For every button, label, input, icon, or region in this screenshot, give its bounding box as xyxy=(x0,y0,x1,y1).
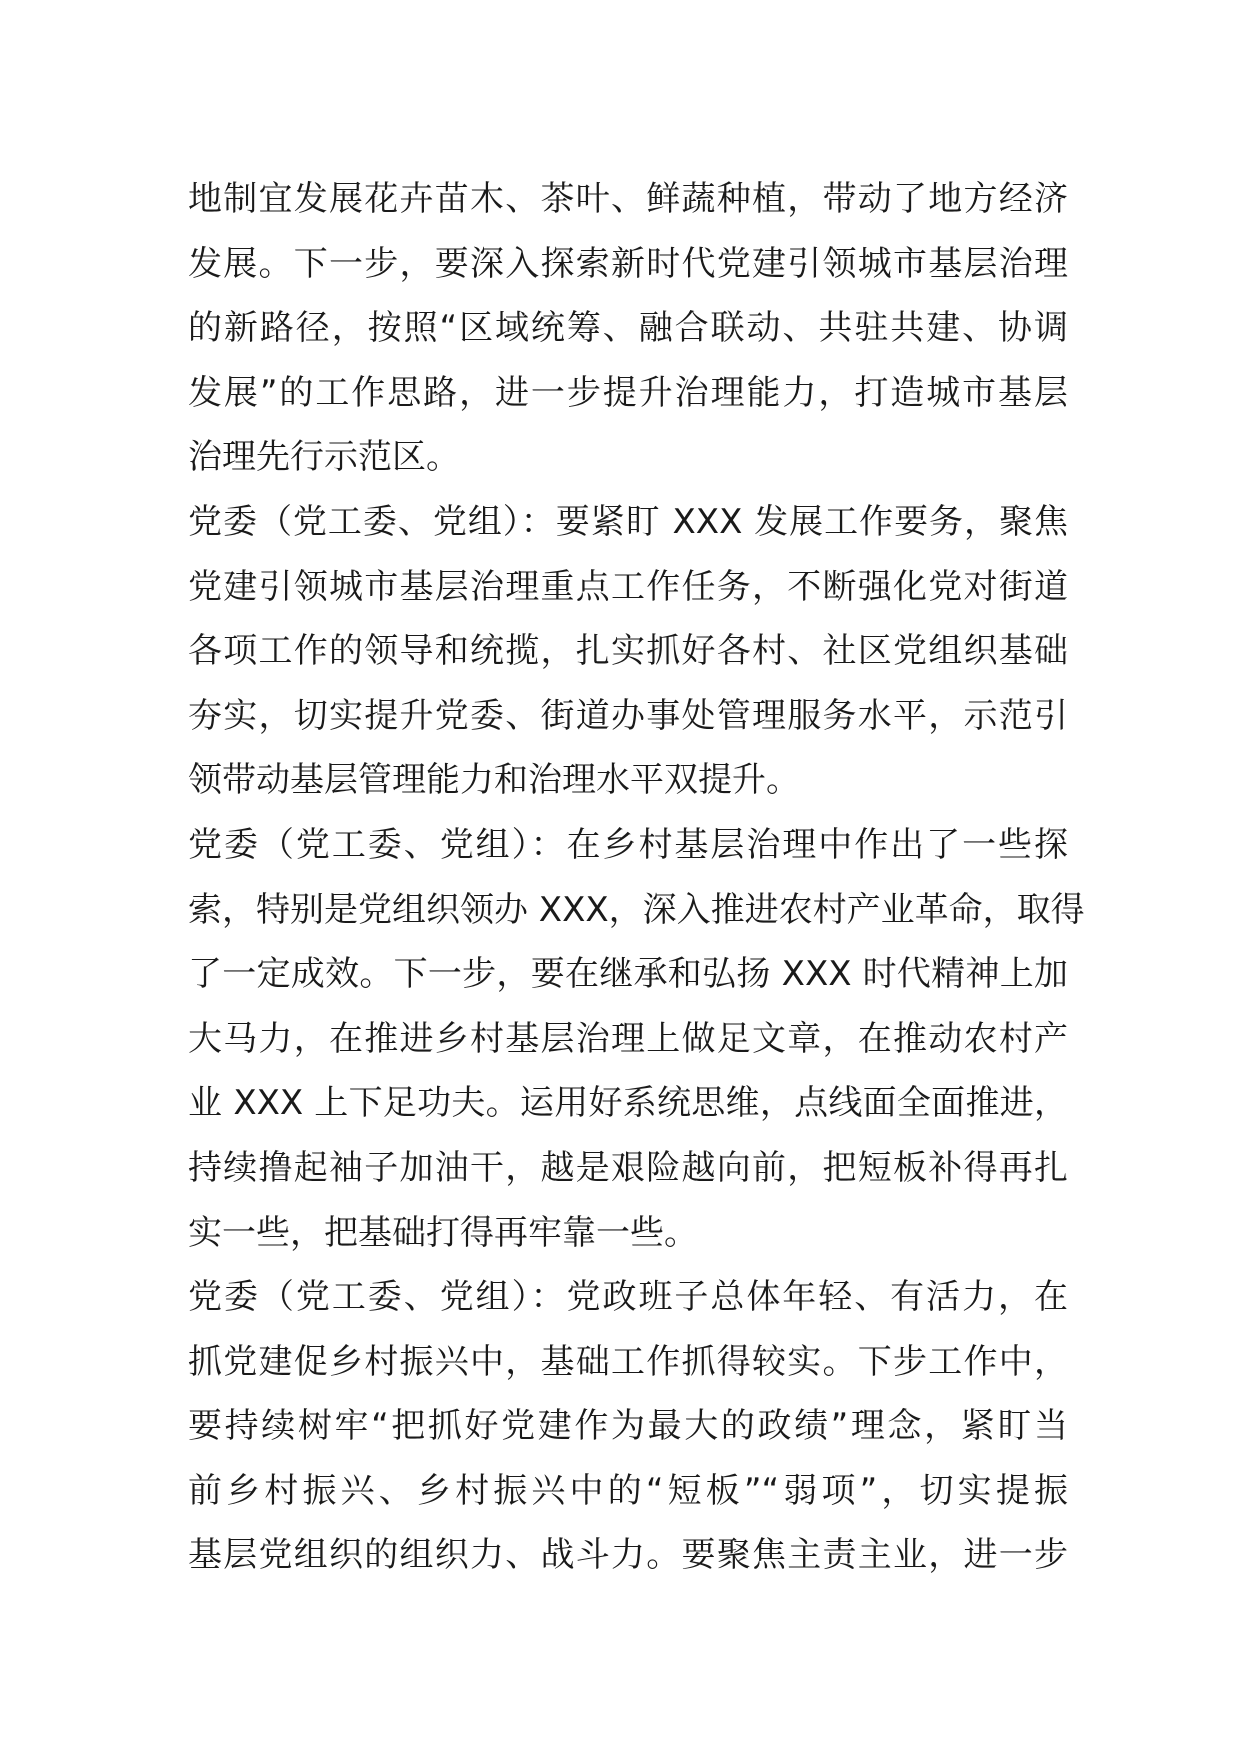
text-line: 党委（党工委、党组）：党政班子总体年轻、有活力，在 xyxy=(188,1277,1068,1318)
text-line: 业 XXX 上下足功夫。运用好系统思维，点线面全面推进， xyxy=(188,1083,1068,1124)
text-line: 持续撸起袖子加油干，越是艰险越向前，把短板补得再扎 xyxy=(188,1147,1068,1188)
text-line: 大马力，在推进乡村基层治理上做足文章，在推动农村产 xyxy=(188,1018,1068,1059)
text-line: 的新路径，按照“区域统筹、融合联动、共驻共建、协调 xyxy=(188,308,1068,349)
text-line: 实一些，把基础打得再牢靠一些。 xyxy=(188,1212,698,1253)
text-line: 夯实，切实提升党委、街道办事处管理服务水平，示范引 xyxy=(188,695,1068,736)
text-line: 领带动基层管理能力和治理水平双提升。 xyxy=(188,760,800,801)
text-line: 基层党组织的组织力、战斗力。要聚焦主责主业，进一步 xyxy=(188,1535,1068,1576)
text-line: 党委（党工委、党组）：在乡村基层治理中作出了一些探 xyxy=(188,824,1068,865)
text-line: 地制宜发展花卉苗木、茶叶、鲜蔬种植，带动了地方经济 xyxy=(188,179,1068,219)
body-text xyxy=(188,167,1085,1588)
text-line: 要持续树牢“把抓好党建作为最大的政绩”理念，紧盯当 xyxy=(188,1406,1068,1447)
text-line: 党建引领城市基层治理重点工作任务，不断强化党对街道 xyxy=(188,566,1068,607)
text-line: 党委（党工委、党组）：要紧盯 XXX 发展工作要务，聚焦 xyxy=(188,501,1068,542)
text-line: 前乡村振兴、乡村振兴中的“短板”“弱项”，切实提振 xyxy=(188,1470,1068,1511)
text-line: 各项工作的领导和统揽，扎实抓好各村、社区党组织基础 xyxy=(188,631,1068,672)
text-line: 发展”的工作思路，进一步提升治理能力，打造城市基层 xyxy=(188,372,1068,413)
text-line: 抓党建促乡村振兴中，基础工作抓得较实。下步工作中， xyxy=(188,1341,1068,1382)
text-line: 发展。下一步，要深入探索新时代党建引领城市基层治理 xyxy=(188,243,1068,284)
text-line: 了一定成效。下一步，要在继承和弘扬 XXX 时代精神上加 xyxy=(188,954,1068,995)
text-line: 治理先行示范区。 xyxy=(188,437,460,478)
text-line: 索，特别是党组织领办 XXX，深入推进农村产业革命，取得 xyxy=(188,889,1085,930)
